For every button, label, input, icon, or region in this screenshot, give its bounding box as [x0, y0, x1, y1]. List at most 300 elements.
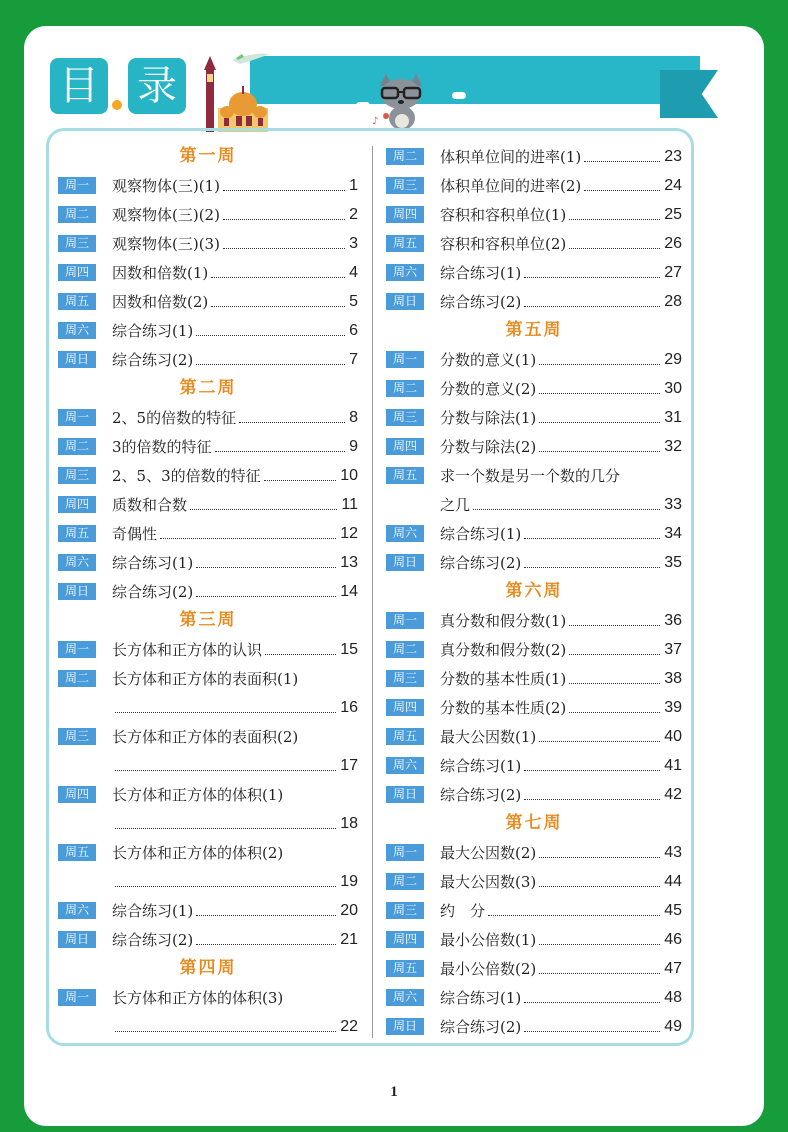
entry-title: 因数和倍数(2) [112, 293, 209, 311]
toc-entry[interactable] [386, 403, 682, 432]
day-tag: 周日 [386, 554, 424, 571]
day-tag: 周一 [386, 612, 424, 629]
title-dot [112, 100, 122, 110]
page-ref: 9 [349, 437, 358, 455]
page-ref: 17 [340, 756, 358, 774]
toc-entry-continuation[interactable] [58, 809, 358, 838]
entry-title: 长方体和正方体的认识 [112, 641, 263, 659]
column-divider [372, 146, 373, 1038]
toc-entry[interactable] [58, 403, 358, 432]
entry-line [112, 490, 358, 519]
entry-line [440, 142, 682, 171]
entry-line [440, 229, 682, 258]
dot-leader [539, 393, 660, 394]
entry-line [440, 751, 682, 780]
entry-line [440, 606, 682, 635]
toc-entry[interactable] [386, 142, 682, 171]
entry-title: 容积和容积单位(1) [440, 206, 567, 224]
toc-entry[interactable] [58, 635, 358, 664]
day-tag: 周日 [58, 931, 96, 948]
page-ref: 25 [664, 205, 682, 223]
entry-line [112, 548, 358, 577]
entry-title: 分数的意义(1) [440, 351, 537, 369]
toc-entry[interactable] [386, 780, 682, 809]
dot-leader [223, 190, 345, 191]
page-ref: 2 [349, 205, 358, 223]
day-tag: 周六 [58, 322, 96, 339]
dot-leader [539, 857, 660, 858]
day-tag: 周三 [58, 235, 96, 252]
toc-entry[interactable] [58, 838, 358, 867]
dot-leader [539, 886, 660, 887]
entry-line [440, 867, 682, 896]
dot-leader [524, 277, 660, 278]
entry-title: 综合练习(1) [440, 757, 522, 775]
day-tag: 周五 [58, 525, 96, 542]
day-tag: 周日 [386, 786, 424, 803]
page-ref: 5 [349, 292, 358, 310]
entry-line [112, 200, 358, 229]
entry-line [440, 983, 682, 1012]
week-heading: 第二周 [179, 378, 237, 398]
entry-title: 综合练习(1) [440, 525, 522, 543]
entry-title: 2、5的倍数的特征 [112, 409, 237, 427]
entry-title: 质数和合数 [112, 496, 188, 514]
dot-leader [211, 306, 345, 307]
day-tag: 周二 [58, 206, 96, 223]
entry-line [112, 867, 358, 896]
day-tag: 周日 [58, 351, 96, 368]
page-ref: 31 [664, 408, 682, 426]
dot-leader [539, 422, 660, 423]
toc-entry[interactable] [58, 287, 358, 316]
entry-line [440, 635, 682, 664]
toc-entry-continuation[interactable] [58, 1012, 358, 1041]
entry-title: 综合练习(2) [112, 931, 194, 949]
entry-title: 长方体和正方体的体积(1) [112, 786, 284, 804]
dot-leader [539, 364, 660, 365]
entry-title: 观察物体(三)(2) [112, 206, 220, 224]
entry-title: 长方体和正方体的表面积(1) [112, 670, 299, 688]
entry-title: 最大公因数(3) [440, 873, 537, 891]
toc-entry[interactable] [58, 171, 358, 200]
toc-entry[interactable] [386, 954, 682, 983]
entry-line [112, 171, 358, 200]
dot-leader [569, 654, 660, 655]
entry-title: 奇偶性 [112, 525, 158, 543]
page-ref: 24 [664, 176, 682, 194]
page-ref: 1 [349, 176, 358, 194]
toc-entry-continuation[interactable] [386, 490, 682, 519]
day-tag: 周六 [386, 525, 424, 542]
page-ref: 40 [664, 727, 682, 745]
toc-entry[interactable] [386, 287, 682, 316]
entry-line [440, 1012, 682, 1041]
toc-entry[interactable] [58, 519, 358, 548]
toc-entry[interactable] [386, 548, 682, 577]
dot-leader [524, 1002, 660, 1003]
page-ref: 28 [664, 292, 682, 310]
page-ref: 4 [349, 263, 358, 281]
page-ref: 22 [340, 1017, 358, 1035]
entry-line [440, 664, 682, 693]
dot-leader [196, 335, 345, 336]
toc-entry[interactable] [386, 751, 682, 780]
day-tag: 周五 [386, 467, 424, 484]
entry-line [440, 345, 682, 374]
toc-entry[interactable] [386, 432, 682, 461]
toc-entry[interactable] [58, 896, 358, 925]
entry-title: 综合练习(2) [112, 351, 194, 369]
dot-leader [569, 683, 660, 684]
dot-leader [211, 277, 345, 278]
entry-title: 观察物体(三)(1) [112, 177, 220, 195]
entry-title: 综合练习(1) [440, 264, 522, 282]
dot-leader [223, 248, 345, 249]
entry-line [440, 925, 682, 954]
toc-entry[interactable] [386, 229, 682, 258]
entry-title: 长方体和正方体的体积(2) [112, 844, 284, 862]
toc-entry[interactable] [58, 780, 358, 809]
dot-leader [115, 770, 336, 771]
dot-leader [524, 799, 660, 800]
entry-line [440, 490, 682, 519]
entry-line [112, 461, 358, 490]
week-heading: 第五周 [505, 320, 563, 340]
toc-entry[interactable] [386, 374, 682, 403]
dot-leader [473, 509, 660, 510]
toc-entry[interactable] [386, 345, 682, 374]
day-tag: 周五 [58, 293, 96, 310]
toc-entry[interactable] [58, 722, 358, 751]
dot-leader [584, 161, 660, 162]
entry-title: 分数的基本性质(2) [440, 699, 567, 717]
dot-leader [239, 422, 345, 423]
svg-text:♪: ♪ [372, 116, 379, 127]
dot-leader [196, 567, 336, 568]
day-tag: 周六 [58, 554, 96, 571]
dot-leader [196, 596, 336, 597]
page-ref: 29 [664, 350, 682, 368]
entry-line [440, 519, 682, 548]
entry-line [440, 258, 682, 287]
entry-title: 约 分 [440, 902, 486, 920]
day-tag: 周一 [58, 409, 96, 426]
toc-entry[interactable] [386, 258, 682, 287]
page-ref: 44 [664, 872, 682, 890]
entry-title: 综合练习(1) [112, 902, 194, 920]
toc-entry[interactable] [58, 461, 358, 490]
toc-entry[interactable] [386, 838, 682, 867]
day-tag: 周六 [386, 989, 424, 1006]
toc-entry[interactable] [58, 664, 358, 693]
toc-entry[interactable] [386, 171, 682, 200]
dot-leader [223, 219, 345, 220]
page-ref: 19 [340, 872, 358, 890]
dot-leader [524, 1031, 660, 1032]
dot-leader [539, 451, 660, 452]
toc-entry[interactable] [58, 345, 358, 374]
day-tag: 周三 [386, 902, 424, 919]
page-ref: 33 [664, 495, 682, 513]
entry-line [112, 664, 358, 693]
dot-leader [115, 886, 336, 887]
week-heading: 第七周 [505, 813, 563, 833]
entry-line [112, 925, 358, 954]
dot-leader [115, 712, 336, 713]
day-tag: 周四 [58, 264, 96, 281]
dot-leader [524, 538, 660, 539]
toc-entry[interactable] [386, 867, 682, 896]
entry-title: 求一个数是另一个数的几分 [440, 467, 621, 485]
entry-title: 2、5、3的倍数的特征 [112, 467, 261, 485]
day-tag: 周六 [58, 902, 96, 919]
entry-line [112, 751, 358, 780]
toc-entry[interactable] [386, 1012, 682, 1041]
header-banner [250, 56, 700, 104]
entry-line [440, 693, 682, 722]
toc-entry[interactable] [386, 896, 682, 925]
dot-leader [196, 944, 336, 945]
dot-leader [539, 944, 660, 945]
page-ref: 32 [664, 437, 682, 455]
page-ref: 12 [340, 524, 358, 542]
dot-leader [265, 654, 336, 655]
entry-line [112, 838, 358, 867]
page-ref: 21 [340, 930, 358, 948]
entry-line [112, 693, 358, 722]
entry-line [112, 1012, 358, 1041]
page-ref: 49 [664, 1017, 682, 1035]
toc-entry[interactable] [386, 635, 682, 664]
day-tag: 周日 [386, 293, 424, 310]
entry-title: 综合练习(2) [440, 786, 522, 804]
entry-title: 因数和倍数(1) [112, 264, 209, 282]
page-ref: 27 [664, 263, 682, 281]
toc-entry[interactable] [386, 925, 682, 954]
entry-line [440, 287, 682, 316]
dot-leader [539, 973, 660, 974]
day-tag: 周六 [386, 757, 424, 774]
entry-line [440, 954, 682, 983]
entry-line [440, 722, 682, 751]
title-char-lu: 录 [128, 58, 186, 114]
toc-entry[interactable] [58, 432, 358, 461]
day-tag: 周一 [386, 844, 424, 861]
week-heading: 第三周 [179, 610, 237, 630]
day-tag: 周三 [58, 467, 96, 484]
page-ref: 15 [340, 640, 358, 658]
day-tag: 周三 [386, 670, 424, 687]
entry-title: 综合练习(1) [112, 554, 194, 572]
entry-line [440, 461, 682, 490]
entry-title: 容积和容积单位(2) [440, 235, 567, 253]
page-ref: 47 [664, 959, 682, 977]
toc-entry[interactable] [386, 693, 682, 722]
dot-leader [569, 219, 660, 220]
day-tag: 周四 [386, 438, 424, 455]
toc-entry[interactable] [386, 664, 682, 693]
entry-line [112, 635, 358, 664]
toc-entry[interactable] [386, 519, 682, 548]
title-char-mu: 目 [50, 58, 108, 114]
page-ref: 38 [664, 669, 682, 687]
dot-leader [569, 248, 660, 249]
day-tag: 周三 [58, 728, 96, 745]
dot-leader [190, 509, 337, 510]
day-tag: 周三 [386, 409, 424, 426]
day-tag: 周四 [386, 206, 424, 223]
page-ref: 41 [664, 756, 682, 774]
toc-entry[interactable] [58, 229, 358, 258]
toc-entry[interactable] [58, 925, 358, 954]
entry-line [112, 287, 358, 316]
toc-left-column [58, 142, 358, 1041]
castle-icon [182, 38, 278, 134]
day-tag: 周二 [386, 380, 424, 397]
day-tag: 周五 [58, 844, 96, 861]
dot-leader [264, 480, 337, 481]
page-ref: 14 [340, 582, 358, 600]
day-tag: 周三 [386, 177, 424, 194]
page-ref: 35 [664, 553, 682, 571]
toc-entry-continuation[interactable] [58, 693, 358, 722]
page-ref: 39 [664, 698, 682, 716]
day-tag: 周五 [386, 728, 424, 745]
day-tag: 周二 [386, 641, 424, 658]
entry-line [112, 258, 358, 287]
dot-leader [584, 190, 660, 191]
day-tag: 周四 [58, 786, 96, 803]
page-ref: 18 [340, 814, 358, 832]
entry-title: 最小公倍数(1) [440, 931, 537, 949]
page-ref: 13 [340, 553, 358, 571]
page-ref: 6 [349, 321, 358, 339]
day-tag: 周四 [386, 699, 424, 716]
toc-entry[interactable] [386, 722, 682, 751]
toc-entry[interactable] [58, 577, 358, 606]
entry-line [112, 577, 358, 606]
entry-title-continued: 之几 [440, 496, 471, 514]
day-tag: 周二 [386, 148, 424, 165]
dot-leader [196, 915, 336, 916]
day-tag: 周五 [386, 235, 424, 252]
raccoon-mascot-icon [366, 64, 436, 134]
dot-leader [196, 364, 345, 365]
entry-title: 最小公倍数(2) [440, 960, 537, 978]
entry-line [440, 432, 682, 461]
dot-leader [115, 1031, 336, 1032]
toc-entry-continuation[interactable] [58, 751, 358, 780]
toc-entry[interactable] [58, 316, 358, 345]
entry-line [112, 403, 358, 432]
page-ref: 36 [664, 611, 682, 629]
entry-title: 分数与除法(2) [440, 438, 537, 456]
toc-entry[interactable] [58, 983, 358, 1012]
page-ref: 20 [340, 901, 358, 919]
entry-title: 最大公因数(1) [440, 728, 537, 746]
entry-title: 长方体和正方体的表面积(2) [112, 728, 299, 746]
day-tag: 周一 [58, 641, 96, 658]
page-ref: 26 [664, 234, 682, 252]
page-ref: 16 [340, 698, 358, 716]
page-ref: 7 [349, 350, 358, 368]
entry-line [112, 229, 358, 258]
page-ref: 3 [349, 234, 358, 252]
entry-title: 真分数和假分数(2) [440, 641, 567, 659]
entry-title: 分数与除法(1) [440, 409, 537, 427]
entry-title: 体积单位间的进率(1) [440, 148, 582, 166]
page-ref: 46 [664, 930, 682, 948]
page-ref: 42 [664, 785, 682, 803]
dot-leader [115, 828, 336, 829]
entry-line [112, 316, 358, 345]
day-tag: 周日 [386, 1018, 424, 1035]
entry-line [440, 200, 682, 229]
toc-entry[interactable] [386, 606, 682, 635]
day-tag: 周二 [58, 670, 96, 687]
page-number: 1 [390, 1084, 398, 1100]
entry-line [112, 345, 358, 374]
toc-right-column [386, 142, 682, 1041]
page-ref: 37 [664, 640, 682, 658]
toc-entry[interactable] [386, 200, 682, 229]
dot-leader [524, 567, 660, 568]
dot-leader [539, 741, 660, 742]
entry-title: 综合练习(2) [440, 293, 522, 311]
page-ref: 11 [341, 495, 358, 513]
entry-line [440, 896, 682, 925]
page-ref: 45 [664, 901, 682, 919]
day-tag: 周四 [58, 496, 96, 513]
week-heading: 第六周 [505, 581, 563, 601]
toc-entry[interactable] [58, 490, 358, 519]
day-tag: 周五 [386, 960, 424, 977]
week-heading: 第四周 [179, 958, 237, 978]
entry-line [440, 548, 682, 577]
toc-entry[interactable] [58, 258, 358, 287]
page-ref: 34 [664, 524, 682, 542]
entry-line [112, 809, 358, 838]
toc-entry-continuation[interactable] [58, 867, 358, 896]
entry-title: 综合练习(2) [440, 1018, 522, 1036]
entry-title: 综合练习(2) [440, 554, 522, 572]
dot-leader [569, 712, 660, 713]
entry-title: 长方体和正方体的体积(3) [112, 989, 284, 1007]
entry-line [440, 403, 682, 432]
toc-entry[interactable] [58, 200, 358, 229]
cloud-icon [452, 92, 466, 99]
entry-title: 观察物体(三)(3) [112, 235, 220, 253]
day-tag: 周一 [58, 177, 96, 194]
week-heading: 第一周 [179, 146, 237, 166]
entry-title: 综合练习(2) [112, 583, 194, 601]
toc-entry[interactable] [386, 983, 682, 1012]
toc-entry[interactable] [58, 548, 358, 577]
entry-title: 最大公因数(2) [440, 844, 537, 862]
dot-leader [569, 625, 660, 626]
entry-line [112, 780, 358, 809]
entry-title: 分数的基本性质(1) [440, 670, 567, 688]
entry-line [440, 780, 682, 809]
entry-line [440, 838, 682, 867]
entry-line [112, 722, 358, 751]
entry-title: 综合练习(1) [112, 322, 194, 340]
day-tag: 周日 [58, 583, 96, 600]
entry-line [112, 519, 358, 548]
dot-leader [160, 538, 336, 539]
toc-entry[interactable] [386, 461, 682, 490]
